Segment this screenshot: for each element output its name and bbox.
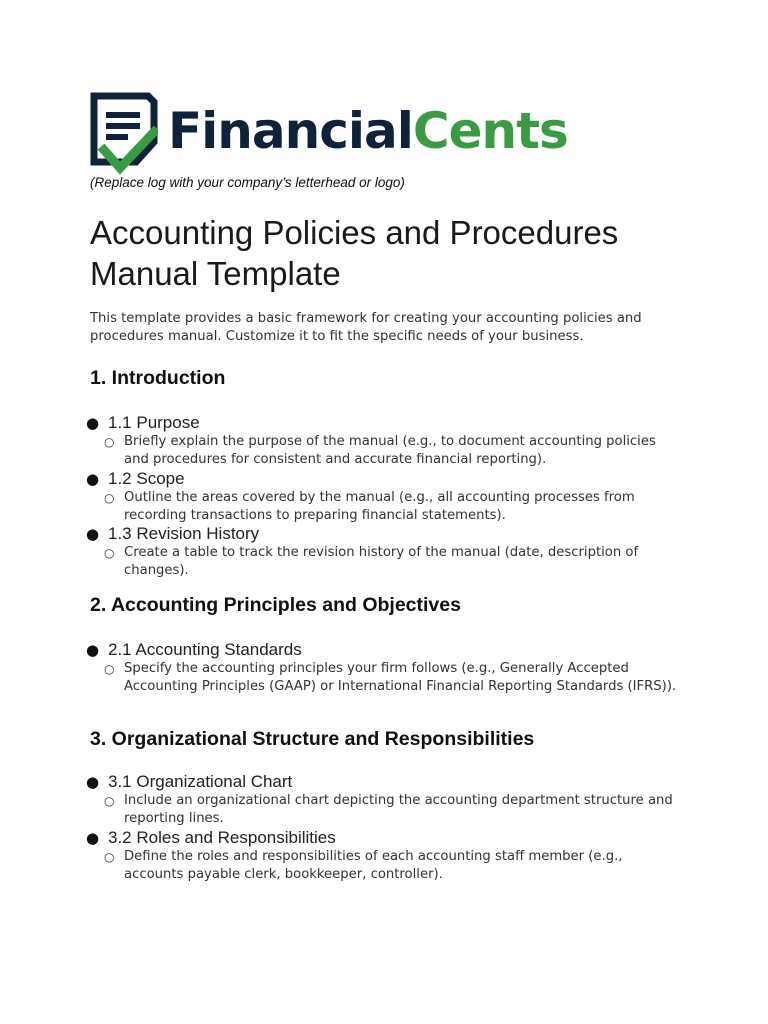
bullet-icon: ●	[86, 470, 100, 488]
item-title: 3.2 Roles and Responsibilities	[108, 828, 336, 847]
circle-bullet-icon: ○	[104, 794, 115, 808]
logo-wordmark	[168, 102, 568, 160]
section-heading-introduction: 1. Introduction	[90, 367, 226, 389]
bullet-icon: ●	[86, 525, 100, 543]
bullet-icon: ●	[86, 414, 100, 432]
document-check-icon	[90, 92, 158, 176]
item-description: Briefly explain the purpose of the manual (e.g., to document accounting policies and procedures for consistent and accurate financial reporting).	[124, 434, 656, 467]
item-description: Include an organizational chart depicting the accounting department structure and reporting lines.	[124, 793, 673, 826]
item-title: 2.1 Accounting Standards	[108, 640, 302, 659]
section-heading-accounting-principles: 2. Accounting Principles and Objectives	[90, 594, 461, 616]
intro-paragraph: This template provides a basic framework for creating your accounting policies and procedures manual. Customize it to fit the specific needs of your business.	[90, 311, 642, 344]
bullet-icon: ●	[86, 641, 100, 659]
logo-word-financial: Financial	[168, 102, 413, 160]
circle-bullet-icon: ○	[104, 435, 115, 449]
company-logo	[90, 92, 568, 176]
bullet-icon: ●	[86, 829, 100, 847]
circle-bullet-icon: ○	[104, 546, 115, 560]
item-description: Specify the accounting principles your firm follows (e.g., Generally Accepted Accounting Principles (GAAP) or International Financial Reporting Standards (IFRS)).	[124, 661, 677, 694]
circle-bullet-icon: ○	[104, 491, 115, 505]
item-title: 3.1 Organizational Chart	[108, 772, 293, 791]
section-heading-organizational-structure: 3. Organizational Structure and Responsibilities	[90, 728, 535, 750]
item-description: Define the roles and responsibilities of each accounting staff member (e.g., accounts payable clerk, bookkeeper, controller).	[124, 849, 623, 882]
circle-bullet-icon: ○	[104, 662, 115, 676]
bullet-icon: ●	[86, 773, 100, 791]
logo-replace-note: (Replace log with your company’s letterhead or logo)	[90, 175, 405, 190]
item-title: 1.1 Purpose	[108, 413, 200, 432]
item-title: 1.2 Scope	[108, 469, 185, 488]
item-title: 1.3 Revision History	[108, 524, 260, 543]
circle-bullet-icon: ○	[104, 850, 115, 864]
logo-word-cents: Cents	[412, 102, 568, 160]
item-description: Create a table to track the revision history of the manual (date, description of changes).	[124, 545, 639, 578]
document-title: Accounting Policies and Procedures Manual Template	[90, 214, 619, 292]
item-description: Outline the areas covered by the manual (e.g., all accounting processes from recording transactions to preparing financial statements).	[124, 490, 635, 523]
